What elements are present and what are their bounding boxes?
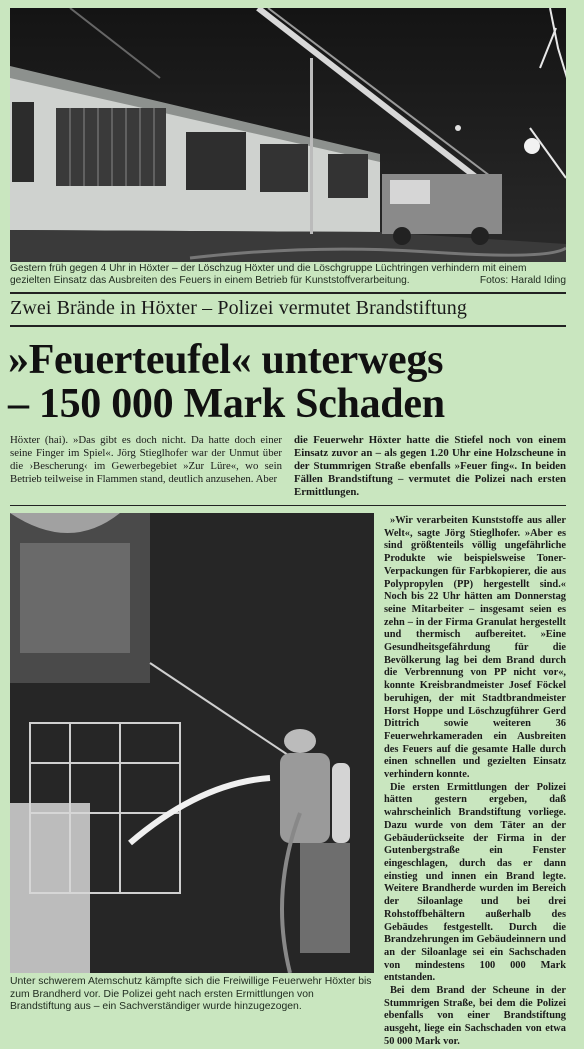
photo-credit: Fotos: Harald Iding <box>479 275 566 286</box>
lead-left-text: Höxter (hai). »Das gibt es doch nicht. Da hatte doch einer seine Finger im Spiel«. Jörg Stieglhofer war der Unmut über die ›Bescherung‹ im Gewerbegebiet »Zur Lüre«, wo sein Betrieb teilweise in Flammen stand, deutlich anzusehen. Aber <box>10 434 282 485</box>
bleed-through-text <box>300 300 540 322</box>
article-body-column <box>384 515 566 1049</box>
lead-right-text: die Feuerwehr Höxter hatte die Stiefel noch von einem Einsatz zuvor an – als gegen 1.20 Uhr eine Holzscheune in der Stummrigen Straße ebenfalls »Feuer fing«. In beiden Fällen Brandstiftung – vermutet die Polizei nach ersten Ermittlungen. <box>294 434 566 498</box>
divider-rule <box>10 325 566 327</box>
headline-line-1: »Feuerteufel« unterwegs <box>8 337 444 383</box>
caption-top <box>10 263 566 287</box>
caption-bottom: Unter schwerem Atemschutz kämpfte sich die Freiwillige Feuerwehr Höxter bis zum Brandherd vor. Die Polizei geht nach ersten Ermittlungen von Brandstiftung aus – ein Sachverständiger wurde hinzugezogen. <box>10 976 372 1013</box>
photo-fire-building-image <box>10 8 566 262</box>
body-paragraph-3: Bei dem Brand der Scheune in der Stummrigen Straße, bei dem die Polizei ebenfalls von einer Brandstiftung ausgeht, liege ein Sachschaden von etwa 50 000 Mark vor. <box>384 985 566 1047</box>
photo-firefighter-image <box>10 513 374 973</box>
lead-column-left <box>10 434 282 486</box>
divider-rule <box>10 292 566 294</box>
kicker-headline: Zwei Brände in Höxter – Polizei vermutet Brandstiftung <box>10 297 467 319</box>
body-paragraph-2: Die ersten Ermittlungen der Polizei hätten gestern ergeben, daß wahrscheinlich Brandstiftung vorliege. Dazu wurde von dem Täter an der Gebäuderückseite der Firma in der Gutenbergstraße ein Fenster eingeschlagen, durch das er dann einstieg und innen ein Brand legte. Weitere Brandherde wurden im Bereich der Siloanlage und bei drei Rohstoffbehältern außerhalb des Gebäudes festgestellt. Durch die Brandzehrungen im Gebäudeinnern und an der Siloanlage sei ein Sachschaden von mindestens 100 000 Mark entstanden. <box>384 781 566 984</box>
divider-rule <box>10 505 566 506</box>
lead-column-right <box>294 434 566 499</box>
headline-line-2: – 150 000 Mark Schaden <box>8 381 445 427</box>
photo-fire-building <box>10 8 566 262</box>
main-headline <box>8 338 568 426</box>
body-paragraph-1: »Wir verarbeiten Kunststoffe aus aller Welt«, sagte Jörg Stieglhofer. »Aber es sind größtenteils völlig ungefährliche Produkte wie beispielsweise Toner-Verpackungen für Farbkopierer, die aus Polypropylen (PP) hergestellt sind.« Noch bis 22 Uhr hätten am Donnerstag seine Mitarbeiter – insgesamt seien es zehn – in der Firma Granulat hergestellt und thermisch aufbereitet. »Eine Gesundheitsgefährdung für die Bevölkerung lag bei dem Brand durch die Verbrennung von PP nicht vor«, konnte Kreisbrandmeister Josef Föckel beruhigen, der mit Stadtbrandmeister Horst Hoppe und Löschzugführer Gerd Dittrich sowie weiteren 36 Feuerwehrkameraden ein Ausbreiten des Feuers auf die gesamte Halle durch einen schnellen und gezielten Einsatz verhindern konnte. <box>384 515 566 781</box>
photo-firefighter <box>10 513 374 973</box>
caption-top-text: Gestern früh gegen 4 Uhr in Höxter – der Löschzug Höxter und die Löschgruppe Lüchtringen verhindern mit einem gezielten Einsatz das Ausbreiten des Feuers in einem Betrieb für Kunststoffverarbeitung. <box>10 263 527 286</box>
